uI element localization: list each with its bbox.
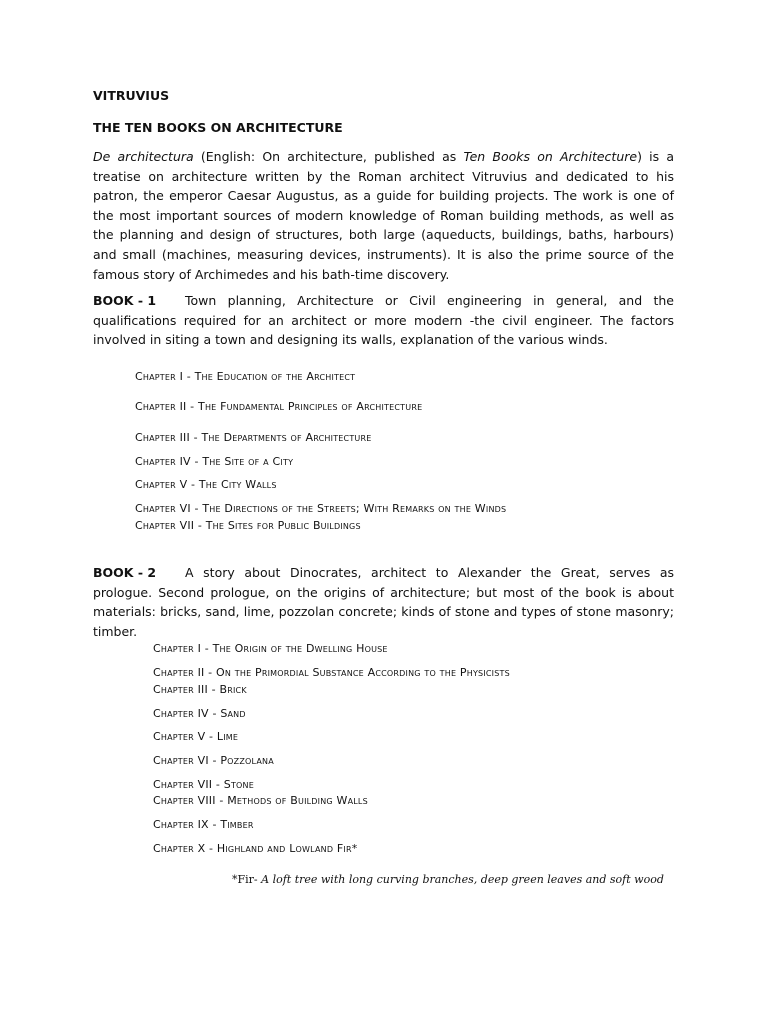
book1-chapter-7: Chapter VII - The Sites for Public Buildings [135, 519, 361, 532]
footnote [232, 873, 664, 886]
book1-chapter-2: Chapter II - The Fundamental Principles of Architecture [135, 400, 423, 413]
footnote-text: A loft tree with long curving branches, deep green leaves and soft wood [261, 873, 664, 886]
book1-text: Town planning, Architecture or Civil engineering in general, and the qualifications required for an architect or more modern -the civil engineer. The factors involved in siting a town and designing its walls, explanation of the various winds. [93, 293, 674, 348]
intro-part1: (English: On architecture, published as [193, 149, 464, 164]
book2-chapter-9: Chapter IX - Timber [153, 818, 254, 831]
footnote-lead: *Fir- [232, 873, 262, 886]
book2-chapter-7: Chapter VII - Stone [153, 778, 254, 791]
book-title-heading: THE TEN BOOKS ON ARCHITECTURE [93, 120, 343, 135]
book2-chapter-3: Chapter III - Brick [153, 683, 247, 696]
book2-chapter-5: Chapter V - Lime [153, 730, 239, 743]
intro-paragraph [93, 147, 674, 284]
book1-label: BOOK - 1 [93, 293, 157, 308]
book2-paragraph [93, 563, 674, 641]
intro-title2-italic: Ten Books on Architecture [463, 149, 638, 164]
book2-label: BOOK - 2 [93, 565, 157, 580]
book2-chapter-10: Chapter X - Highland and Lowland Fir* [153, 842, 358, 855]
book1-chapter-6: Chapter VI - The Directions of the Streets; With Remarks on the Winds [135, 502, 507, 515]
book2-chapter-6: Chapter VI - Pozzolana [153, 754, 274, 767]
intro-title-italic: De architectura [93, 149, 194, 164]
book2-text: A story about Dinocrates, architect to Alexander the Great, serves as prologue. Second prologue, on the origins of architecture; but most of the book is about materials: bricks, sand, lime, pozzolan concrete; kinds of stone and types of stone masonry; timber. [93, 565, 674, 639]
author-heading: VITRUVIUS [93, 88, 170, 103]
book2-chapter-1: Chapter I - The Origin of the Dwelling House [153, 642, 388, 655]
book1-chapter-4: Chapter IV - The Site of a City [135, 455, 294, 468]
book1-chapter-3: Chapter III - The Departments of Architecture [135, 431, 372, 444]
book1-chapter-1: Chapter I - The Education of the Architect [135, 370, 356, 383]
book1-chapter-5: Chapter V - The City Walls [135, 478, 277, 491]
book1-paragraph [93, 291, 674, 350]
book2-chapter-4: Chapter IV - Sand [153, 707, 246, 720]
book2-chapter-2: Chapter II - On the Primordial Substance According to the Physicists [153, 666, 510, 679]
book2-chapter-8: Chapter VIII - Methods of Building Walls [153, 794, 368, 807]
intro-part2: ) is a treatise on architecture written by the Roman architect Vitruvius and dedicated to his patron, the emperor Caesar Augustus, as a guide for building projects. The work is one of the most important sources of modern knowledge of Roman building methods, as well as the planning and design of structures, both large (aqueducts, buildings, baths, harbours) and small (machines, measuring devices, instruments). It is also the prime source of the famous story of Archimedes and his bath-time discovery. [93, 149, 675, 282]
